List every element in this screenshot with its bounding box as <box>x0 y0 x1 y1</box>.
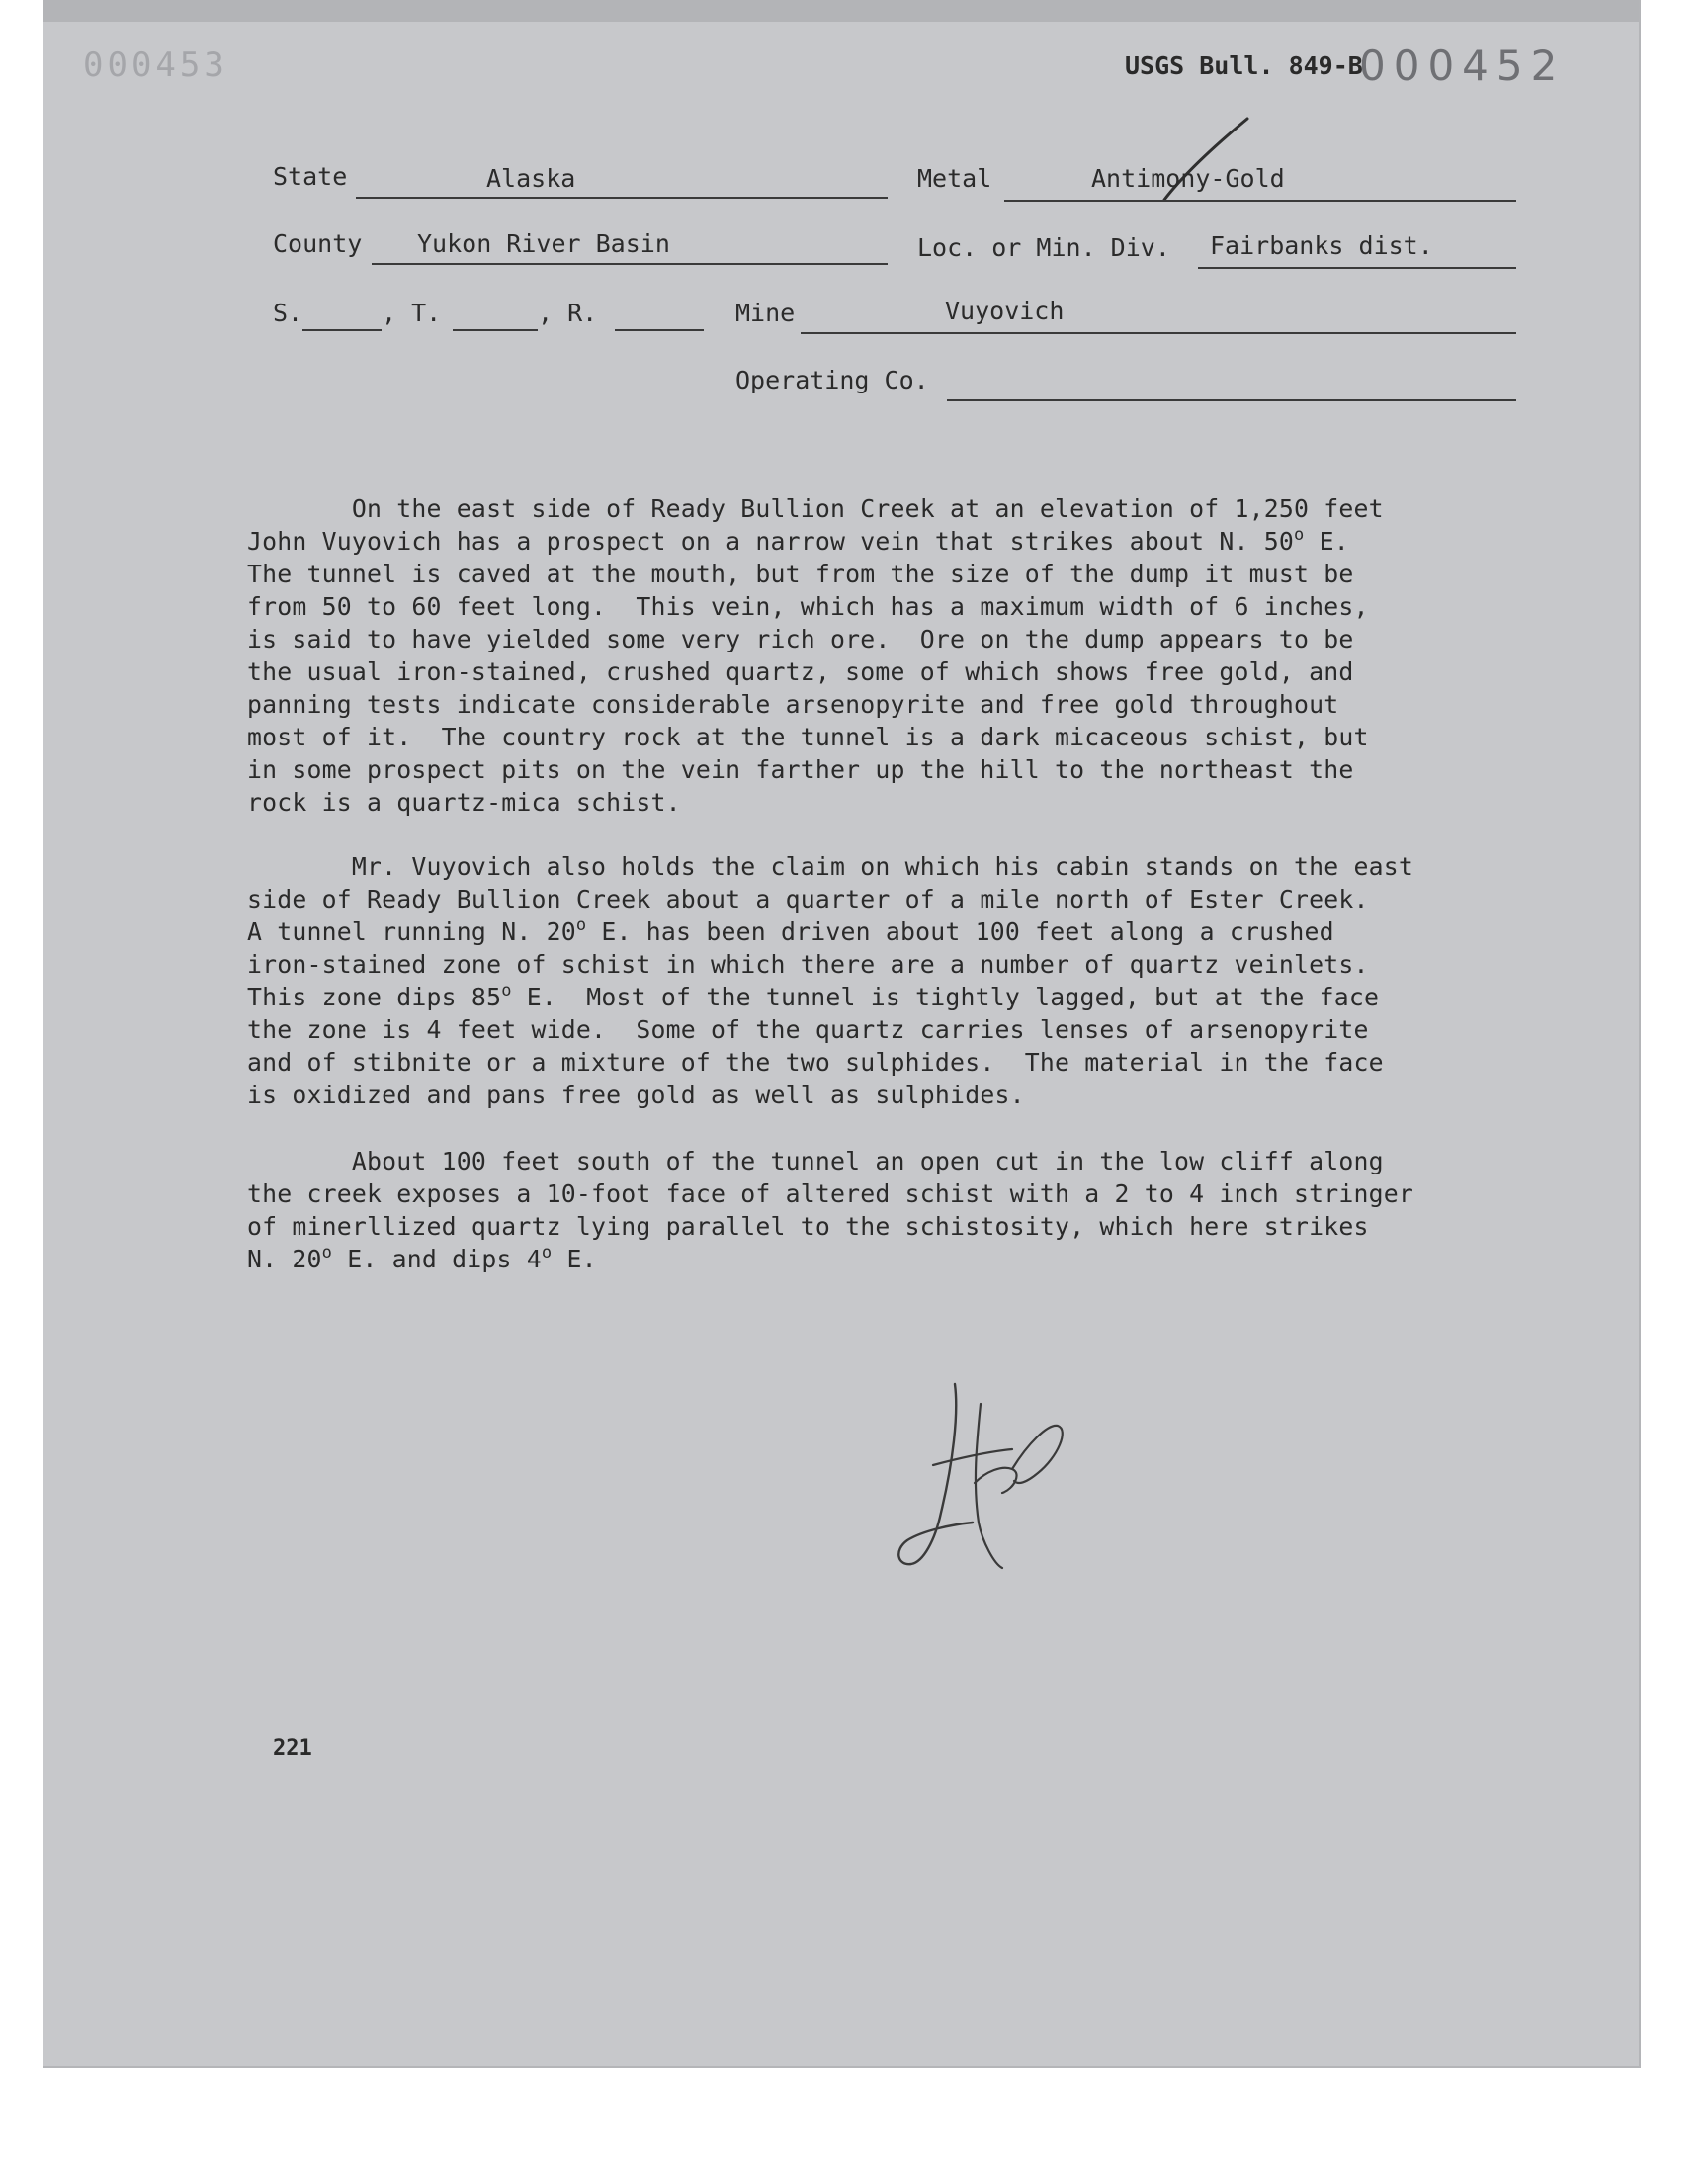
loc-value: Fairbanks dist. <box>1210 231 1433 260</box>
text-segment: side of Ready Bullion Creek about a quarter of a mile north of Ester Creek. <box>247 885 1369 914</box>
text-segment: On the east side of Ready Bullion Creek at an elevation of 1,250 feet <box>247 494 1384 523</box>
check-mark-icon <box>1160 115 1251 210</box>
handwritten-signature <box>864 1374 1081 1572</box>
county-value: Yukon River Basin <box>417 229 670 258</box>
operating-co-underline <box>947 399 1516 401</box>
text-line <box>247 1179 1413 1208</box>
text-segment: in some prospect pits on the vein farther up the hill to the northeast the <box>247 755 1354 784</box>
mine-label: Mine <box>735 299 796 327</box>
text-line <box>247 723 1369 751</box>
text-segment: N. 20 <box>247 1245 322 1273</box>
text-line <box>247 1212 1369 1241</box>
text-segment: E. Most of the tunnel is tightly lagged, but at the face <box>511 983 1380 1011</box>
text-segment: E. <box>1304 527 1349 556</box>
text-segment: of minerllized quartz lying parallel to the schistosity, which here strikes <box>247 1212 1369 1241</box>
section-underline <box>302 329 382 331</box>
text-segment: Mr. Vuyovich also holds the claim on which his cabin stands on the east <box>247 852 1414 881</box>
text-line <box>247 983 1379 1011</box>
text-line <box>247 917 1334 946</box>
page-number: 221 <box>273 1736 312 1761</box>
text-segment: the zone is 4 feet wide. Some of the quartz carries lenses of arsenopyrite <box>247 1015 1369 1044</box>
degree-superscript: o <box>321 1243 333 1262</box>
text-segment: and of stibnite or a mixture of the two sulphides. The material in the face <box>247 1048 1384 1077</box>
state-label: State <box>273 162 348 191</box>
text-segment: from 50 to 60 feet long. This vein, which has a maximum width of 6 inches, <box>247 592 1369 621</box>
scan-edge-shadow <box>43 0 1639 22</box>
text-line <box>247 657 1354 686</box>
text-line <box>247 885 1369 914</box>
text-segment: E. <box>552 1245 597 1273</box>
degree-superscript: o <box>501 981 512 1000</box>
text-segment: panning tests indicate considerable arsenopyrite and free gold throughout <box>247 690 1339 719</box>
text-line <box>247 852 1413 881</box>
text-segment: the usual iron-stained, crushed quartz, some of which shows free gold, and <box>247 657 1354 686</box>
section-label: S. <box>273 299 303 327</box>
text-segment: About 100 feet south of the tunnel an open cut in the low cliff along <box>247 1147 1384 1175</box>
range-label: , R. <box>538 299 598 327</box>
county-label: County <box>273 229 363 258</box>
text-segment: A tunnel running N. 20 <box>247 917 576 946</box>
text-line <box>247 494 1384 523</box>
document-page <box>43 0 1641 2068</box>
faded-stamp-number: 000453 <box>83 45 228 85</box>
operating-co-label: Operating Co. <box>735 366 929 394</box>
text-line <box>247 1245 597 1273</box>
text-line <box>247 527 1349 556</box>
metal-label: Metal <box>917 164 992 193</box>
text-segment: This zone dips 85 <box>247 983 502 1011</box>
mine-value: Vuyovich <box>945 297 1065 325</box>
mine-underline <box>801 332 1516 334</box>
loc-label: Loc. or Min. Div. <box>917 233 1170 262</box>
text-segment: most of it. The country rock at the tunnel is a dark micaceous schist, but <box>247 723 1369 751</box>
text-line <box>247 1081 1025 1109</box>
loc-underline <box>1198 267 1516 269</box>
text-line <box>247 950 1369 979</box>
degree-superscript: o <box>575 915 587 935</box>
text-line <box>247 1147 1384 1175</box>
degree-superscript: o <box>1294 525 1305 545</box>
text-line <box>247 625 1354 653</box>
state-value: Alaska <box>486 164 576 193</box>
text-line <box>247 592 1369 621</box>
text-segment: the creek exposes a 10-foot face of altered schist with a 2 to 4 inch stringer <box>247 1179 1414 1208</box>
text-segment: is said to have yielded some very rich ore. Ore on the dump appears to be <box>247 625 1354 653</box>
stamp-number: 000452 <box>1359 42 1566 90</box>
range-underline <box>615 329 704 331</box>
township-underline <box>453 329 538 331</box>
text-line <box>247 560 1354 588</box>
text-line <box>247 690 1338 719</box>
text-segment: John Vuyovich has a prospect on a narrow vein that strikes about N. 50 <box>247 527 1295 556</box>
text-segment: The tunnel is caved at the mouth, but from the size of the dump it must be <box>247 560 1354 588</box>
text-segment: E. and dips 4 <box>332 1245 542 1273</box>
text-line <box>247 755 1354 784</box>
text-segment: E. has been driven about 100 feet along a crushed <box>586 917 1334 946</box>
text-line <box>247 1015 1369 1044</box>
state-underline <box>356 197 888 199</box>
county-underline <box>372 263 888 265</box>
text-line <box>247 788 681 817</box>
metal-underline <box>1004 200 1516 202</box>
metal-value: Antimony-Gold <box>1091 164 1285 193</box>
text-line <box>247 1048 1384 1077</box>
bulletin-reference: USGS Bull. 849-B <box>1125 51 1363 80</box>
text-segment: iron-stained zone of schist in which there are a number of quartz veinlets. <box>247 950 1369 979</box>
text-segment: is oxidized and pans free gold as well as sulphides. <box>247 1081 1025 1109</box>
text-segment: rock is a quartz-mica schist. <box>247 788 681 817</box>
degree-superscript: o <box>541 1243 553 1262</box>
township-label: , T. <box>382 299 442 327</box>
